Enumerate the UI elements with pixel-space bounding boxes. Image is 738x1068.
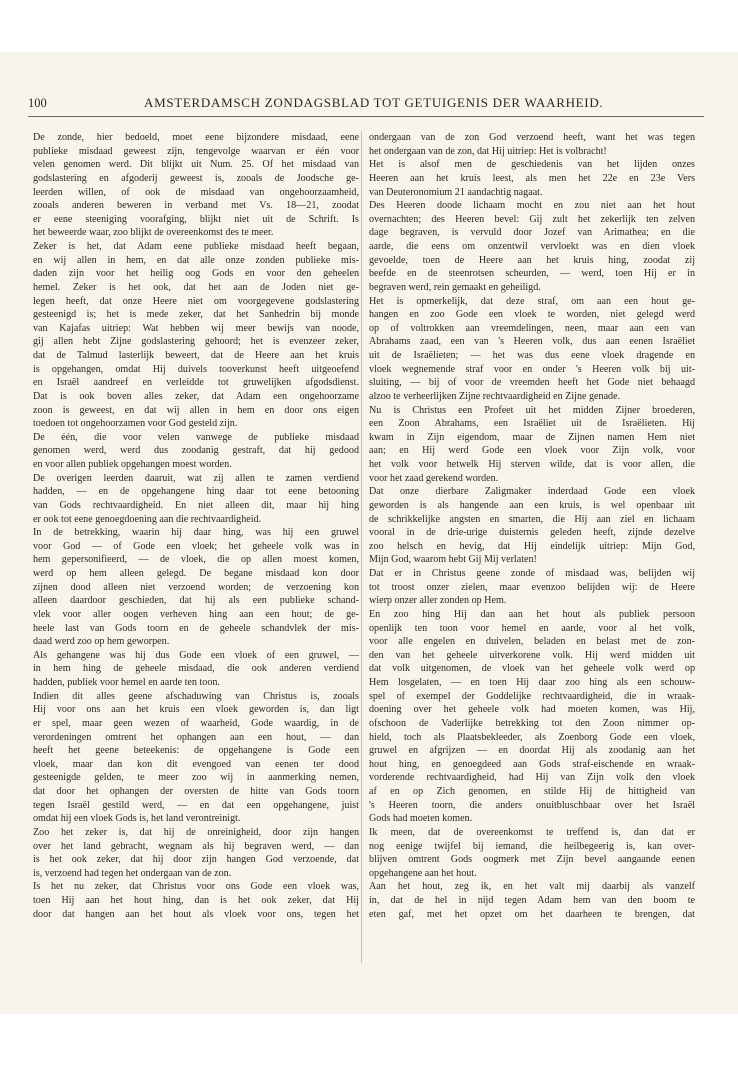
text-line: Dat is ook boven alles zeker, dat Adam een ongehoorzame: [33, 390, 359, 402]
text-line: ondergaan van de zon God verzoend heeft, want het was tegen: [369, 132, 695, 143]
text-line: openlijk ten toon voor hemel en aarde, voor al het volk,: [369, 622, 695, 634]
text-line: aan; en Hij werd Gode een vloek voor Zijn volk, voor: [369, 445, 695, 457]
text-line: genomen werd, werd dus zoodanig gestraft, dat hij gedood: [33, 445, 359, 457]
text-line: werd op hem alleen gelegd. De begane misdaad kon door: [33, 568, 359, 579]
newspaper-page: [0, 52, 738, 1014]
text-line: is het ook zeker, dat hij door zijn hangen God verzoende, dat: [33, 854, 359, 866]
column-divider: [361, 131, 362, 963]
text-line: De zonde, hier bedoeld, moet eene bijzondere misdaad, eene: [33, 132, 359, 143]
text-line: zijnen dood alleen niet verzoend worden; de verzoening kon: [33, 581, 359, 593]
text-line: van Kajafas uitriep: Wat hebben wij meer bewijs van noode,: [33, 322, 359, 334]
text-line: het beweerde waar, zoo blijkt de overeenkomst des te meer.: [33, 227, 274, 239]
text-line: vooral in de drie-urige duisternis geleden heeft, zijnde dezelve: [369, 527, 695, 539]
text-line: gruwel en afgrijzen — en doordat Hij als zoodanig aan het: [369, 745, 695, 757]
text-line: van Deuteronomium 21 aandachtig nagaat.: [369, 186, 543, 198]
text-line: In de betrekking, waarin hij daar hing, was hij een gruwel: [33, 527, 359, 539]
text-line: legen heeft, dat onze Heere niet om voorgegevene godslastering: [33, 295, 359, 307]
text-line: dat door het ophangen der oversten de hitte van Gods toorn: [33, 786, 359, 797]
text-line: voor God — of Gode een vloek; het geheele volk was in: [33, 540, 359, 552]
text-line: Als gehangene was hij dus Gode een vloek of een gruwel, —: [33, 649, 359, 661]
text-line: hemel. Zeker is het ook, dat het aan de Joden niet ge-: [33, 281, 359, 293]
text-line: opgehangene aan het hout.: [369, 867, 477, 879]
page-header: [28, 94, 704, 117]
text-line: eten gaf, met het opzet om het daarheen te brengen, dat: [369, 908, 695, 920]
text-line: in, dat de hel in nijd tegen Adam hem van den boom te: [369, 895, 695, 906]
text-line: Des Heeren doode lichaam mocht en zou niet aan het hout: [369, 200, 695, 212]
text-line: daden zijn voor het heilig oog Gods en voor den geheelen: [33, 268, 359, 280]
text-line: vloek wegnemende straf voor en onder 's Heeren volk bij uit-: [369, 363, 695, 375]
text-line: gevoelde, toen de Heere aan het kruis hing, zoodat zij: [369, 254, 695, 266]
text-line: voor het zaad gerekend worden.: [369, 472, 499, 484]
text-line: spel of exempel der Goddelijke rechtvaardigheid, die in wraak-: [369, 690, 695, 702]
text-line: in hem hing de geheele misdaad, die ook anderen verdiend: [33, 663, 359, 675]
text-line: zoo helsch en hevig, dat Hij eindelijk uitriep: Mijn God,: [369, 540, 695, 552]
text-line: tegen Israël gestild werd, — en dat een opgehangene, juist: [33, 799, 359, 811]
text-line: het volk voor hetwelk Hij sterven wilde, dat is voor allen, die: [369, 459, 695, 470]
text-line: voor alle engelen en duivelen, beladen en belast met de zon-: [369, 636, 695, 648]
text-line: dat volk uitgenomen, de vloek van het geheele volk werd op: [369, 663, 695, 675]
text-line: aarde, die eens om onzentwil vervloekt was en dien vloek: [369, 241, 695, 252]
text-line: Abrahams zaad, een van 's Heeren volk, dus aan eenen Israëliet: [369, 336, 695, 348]
page-number: 100: [28, 96, 47, 110]
text-line: op of voltrokken aan vreemdelingen, neen, maar aan een van: [369, 322, 695, 334]
text-line: hem gepersonifieerd, — de vloek, die op allen moest komen,: [33, 554, 359, 566]
left-column: [33, 131, 359, 921]
text-line: dage begraven, is vervuld door Jozef van Arimathea; en die: [369, 227, 695, 239]
text-line: verordeningen omtrent het ophangen aan een hout, — dan: [33, 731, 359, 743]
text-line: gesteenigde gelden, te meer zoo wij in aanmerking nemen,: [33, 772, 359, 784]
text-line: over het land gebracht, wegnam als hij begraven werd, — dan: [33, 840, 359, 852]
text-line: is opgehangen, omdat Hij duivels tooverkunst heeft uitgeoefend: [33, 363, 359, 375]
text-line: Aan het hout, zeg ik, en het valt mij daarbij als vanzelf: [369, 881, 695, 893]
right-column: [369, 131, 695, 921]
text-line: toedoen tot ongehoorzamen voor God gesteld zijn.: [33, 418, 238, 430]
text-line: daad werd zoo op hem geworpen.: [33, 636, 170, 648]
text-line: blijven omtrent Gods oogmerk met Zijn bevel aangaande eenen: [369, 854, 695, 866]
text-line: is, verzoend had tegen het ondergaan van de zon.: [33, 867, 232, 879]
text-line: beefde en de steenrotsen scheurden, — werd, toen Hij er in: [369, 268, 695, 280]
text-line: toen Hij aan het hout hing, dan is het ook zeker, dat Hij: [33, 895, 359, 906]
text-line: en wij allen in hem, en dat alle onze zonden publieke mis-: [33, 254, 359, 266]
text-line: van Gods rechtvaardigheid. En niet alleen dit, maar hij hing: [33, 499, 359, 511]
text-line: overnachten; des Heeren bevel: Gij zult het zekerlijk ten zelven: [369, 213, 695, 225]
text-line: De één, die voor velen vanwege de publieke misdaad: [33, 431, 359, 443]
text-line: zoon is geweest, en dat wij allen in hem en door ons eigen: [33, 404, 359, 416]
text-line: en Israël aandreef en verleidde tot gruwelijken afgodsdienst.: [33, 377, 359, 389]
text-line: vlek voor aller oogen verheven hing aan een hout; de ge-: [33, 608, 359, 620]
text-line: De overigen leerden daaruit, wat zij allen te zamen verdiend: [33, 472, 359, 484]
text-line: tot troost onzer zielen, maar evenzoo belijden wij: de Heere: [369, 581, 695, 593]
text-line: door dat hangen aan het hout als vloek voor ons, tegen het: [33, 908, 359, 920]
text-line: zooals anderen beweren in verband met Vs. 18—21, zoodat: [33, 200, 359, 212]
text-line: Is het nu zeker, dat Christus voor ons Gode een vloek was,: [33, 881, 359, 893]
text-line: wierp onzer aller zonden op Hem.: [369, 595, 507, 607]
text-line: sluiting, — bij of voor de vreemden heeft het Gode niet behaagd: [369, 377, 695, 389]
text-line: af en op Zich genomen, en stilde Hij de hittigheid van: [369, 786, 695, 797]
text-line: hield, toch als Plaatsbekleeder, als Zoenborg Gode een vloek,: [369, 731, 695, 743]
text-line: velen genomen werd. Dit blijkt uit Num. 25. Of het misdaad van: [33, 159, 359, 171]
text-line: Het is alsof men de geschiedenis van het lijden onzes: [369, 159, 695, 171]
text-line: uit de Israëlieten; — het was dus eene vloek dragende en: [369, 350, 695, 361]
text-line: Nu is Christus een Profeet uit het midden Zijner broederen,: [369, 404, 695, 416]
text-line: vloek, maar dan kon dit evengoed van eenen ter dood: [33, 758, 359, 770]
text-line: geworden is als hangende aan een kruis, is wel openbaar uit: [369, 499, 695, 511]
text-line: Het is opmerkelijk, dat deze straf, om aan een hout ge-: [369, 295, 695, 307]
text-line: hadden, publiek voor hemel en aarde ten toon.: [33, 677, 220, 688]
text-line: hout hing, en genoegdeed aan Gods straf-eischende en wraak-: [369, 758, 695, 770]
text-line: er spel, maar geen wezen of waarheid, Gode waardig, in de: [33, 717, 359, 729]
text-line: alleen daardoor geschieden, dat hij als een publieke schand-: [33, 595, 359, 607]
text-line: een Zoon Abrahams, een Israëliet uit de Israëlieten. Hij: [369, 418, 695, 430]
text-line: Indien dit alles geene afschaduwing van Christus is, zooals: [33, 690, 359, 702]
text-line: Heeren aan het kruis leest, als men het 22e en 23e Vers: [369, 172, 695, 184]
text-line: en voor allen publiek opgehangen moest worden.: [33, 459, 232, 470]
text-line: Mijn God, waarom hebt Gij Mij verlaten!: [369, 554, 537, 566]
text-line: Ik meen, dat de overeenkomst te treffend is, dan dat er: [369, 826, 695, 838]
text-line: heele last van Gods toorn en de geheele schandvlek der mis-: [33, 622, 359, 634]
text-line: gij allen hebt Zijne godslastering gehoord; het is evenzeer zeker,: [33, 336, 359, 348]
text-line: nog eenige twijfel bij iemand, die heilbegeerig is, kan over-: [369, 840, 695, 852]
text-line: heeft het geene beteekenis: de opgehangene is Gode een: [33, 745, 359, 757]
text-line: godslastering en afgoderij geweest is, zooals de Joodsche ge-: [33, 172, 359, 184]
text-line: Dat er in Christus geene zonde of misdaad was, belijden wij: [369, 568, 695, 579]
text-line: Hem losgelaten, — en toen Hij daar zoo hing als een schouw-: [369, 677, 695, 688]
text-line: Zeker is het, dat Adam eene publieke misdaad heeft begaan,: [33, 241, 359, 252]
text-line: alzoo te verheerlijken Zijne rechtvaardigheid en Zijne genade.: [369, 390, 621, 402]
text-line: den van het geheele uitverkorene volk. Hij werd midden uit: [369, 649, 695, 661]
text-line: ofschoon de Vaderlijke betrekking tot den Zoon nimmer op-: [369, 717, 695, 729]
text-line: er eene steeniging voorafging, blijkt niet uit de Schrift. Is: [33, 213, 359, 225]
text-line: begraven werd, rein gemaakt en geheiligd.: [369, 281, 541, 293]
text-line: vorderende rechtvaardigheid, had Hij van Zijn volk den vloek: [369, 772, 695, 784]
text-line: de schrikkelijke angsten en smarten, die Hij aan ziel en lichaam: [369, 513, 695, 525]
text-line: gesteenigd is; het is mede zeker, dat het Sanhedrin bij monde: [33, 309, 359, 321]
text-line: dat de Talmud lasterlijk beweert, dat de Heere aan het kruis: [33, 350, 359, 361]
running-title: AMSTERDAMSCH ZONDAGSBLAD TOT GETUIGENIS DER WAARHEID.: [144, 95, 604, 110]
text-line: leerden willen, of ook de misdaad van ongehoorzaamheid,: [33, 186, 359, 198]
text-line: omdat hij een vloek Gods is, het land verontreinigt.: [33, 813, 241, 825]
text-line: het ondergaan van de zon, dat Hij uitriep: Het is volbracht!: [369, 145, 607, 157]
text-line: kwam in Zijn eigendom, maar de Zijnen namen Hem niet: [369, 431, 695, 443]
text-line: hangen en zoo Gode een vloek te worden, niet gelegd werd: [369, 309, 695, 321]
text-line: Gods had moeten komen.: [369, 813, 473, 825]
text-line: doening over het geheele volk had moeten komen, was Hij,: [369, 704, 695, 716]
text-line: En zoo hing Hij dan aan het hout als publiek persoon: [369, 608, 695, 620]
text-line: Zoo het zeker is, dat hij de onreinigheid, door zijn hangen: [33, 826, 359, 838]
text-line: Dat onze dierbare Zaligmaker inderdaad Gode een vloek: [369, 486, 695, 498]
text-line: Hij voor ons aan het kruis een vloek geworden is, dan ligt: [33, 704, 359, 716]
text-line: 's Heeren toorn, die anders onuitbluschbaar over het Israël: [369, 799, 695, 811]
text-line: er ook tot eene genoegdoening aan die rechtvaardigheid.: [33, 513, 262, 525]
text-line: hadden, — en de opgehangene hing daar tot eene betooning: [33, 486, 359, 498]
text-line: publieke misdaad geweest zijn, tengevolge waarvan er één voor: [33, 145, 359, 157]
